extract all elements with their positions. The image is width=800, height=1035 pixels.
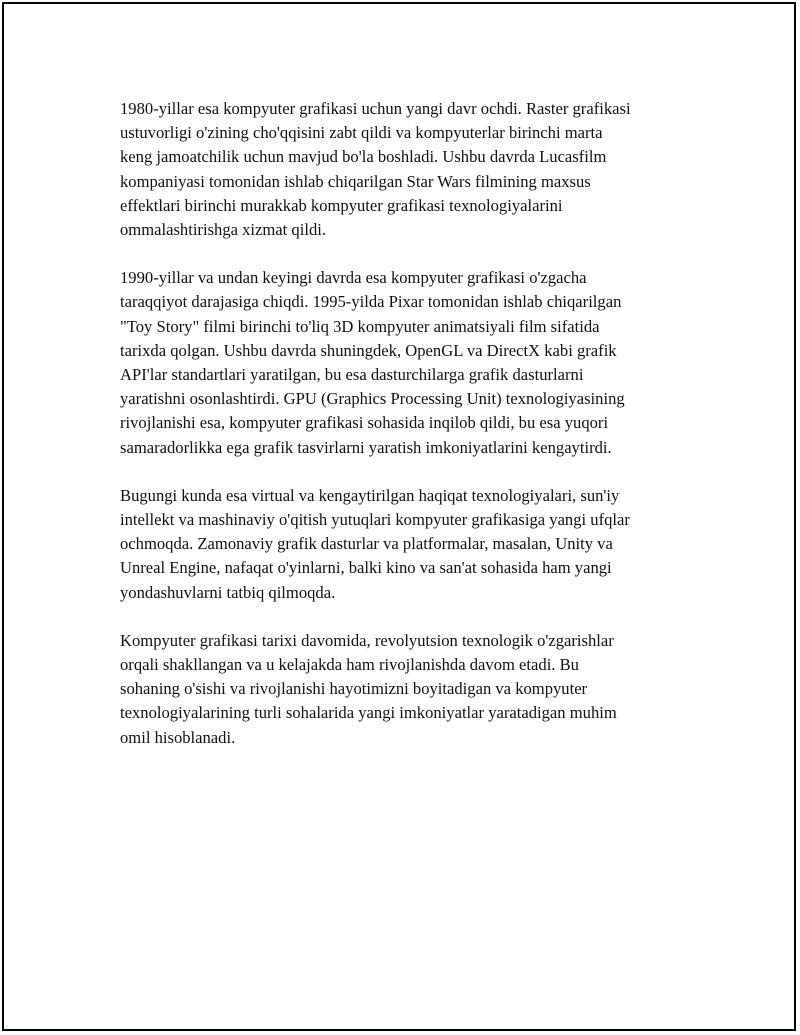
paragraph-line: Bugungi kunda esa virtual va kengaytirilgan haqiqat texnologiyalari, sun'iy [120,485,620,505]
paragraph-4 [120,629,700,750]
paragraph-line: texnologiyalarining turli sohalarida yangi imkoniyatlar yaratadigan muhim [120,703,617,723]
paragraph-line: samaradorlikka ega grafik tasvirlarni yaratish imkoniyatlarini kengaytirdi. [120,437,612,457]
paragraph-line: orqali shakllangan va u kelajakda ham rivojlanishda davom etadi. Bu [120,655,579,675]
paragraph-line: Unreal Engine, nafaqat o'yinlarni, balki kino va san'at sohasida ham yangi [120,558,612,578]
paragraph-line: yaratishni osonlashtirdi. GPU (Graphics Processing Unit) texnologiyasining [120,389,625,409]
paragraph-line: kompaniyasi tomonidan ishlab chiqarilgan Star Wars filmining maxsus [120,171,591,191]
paragraph-line: Kompyuter grafikasi tarixi davomida, revolyutsion texnologik o'zgarishlar [120,630,614,650]
paragraph-line: omil hisoblanadi. [120,727,236,747]
paragraph-line: API'lar standartlari yaratilgan, bu esa dasturchilarga grafik dasturlarni [120,365,584,385]
document-page [2,2,796,1031]
paragraph-line: ustuvorligi o'zining cho'qqisini zabt qildi va kompyuterlar birinchi marta [120,123,603,143]
paragraph-line: intellekt va mashinaviy o'qitish yutuqlari kompyuter grafikasiga yangi ufqlar [120,510,630,530]
paragraph-line: keng jamoatchilik uchun mavjud bo'la boshladi. Ushbu davrda Lucasfilm [120,147,607,167]
paragraph-line: taraqqiyot darajasiga chiqdi. 1995-yilda Pixar tomonidan ishlab chiqarilgan [120,292,622,312]
paragraph-line: yondashuvlarni tatbiq qilmoqda. [120,582,336,602]
paragraph-line: ochmoqda. Zamonaviy grafik dasturlar va platformalar, masalan, Unity va [120,534,613,554]
paragraph-line: rivojlanishi esa, kompyuter grafikasi sohasida inqilob qildi, bu esa yuqori [120,413,609,433]
paragraph-line: effektlari birinchi murakkab kompyuter grafikasi texnologiyalarini [120,195,563,215]
paragraph-line: sohaning o'sishi va rivojlanishi hayotimizni boyitadigan va kompyuter [120,679,588,699]
document-body [120,97,700,774]
paragraph-2 [120,266,700,460]
paragraph-1 [120,97,700,242]
paragraph-line: 1990-yillar va undan keyingi davrda esa kompyuter grafikasi o'zgacha [120,268,587,288]
paragraph-line: 1980-yillar esa kompyuter grafikasi uchun yangi davr ochdi. Raster grafikasi [120,99,631,118]
paragraph-line: ommalashtirishga xizmat qildi. [120,220,327,240]
paragraph-line: tarixda qolgan. Ushbu davrda shuningdek, OpenGL va DirectX kabi grafik [120,340,617,360]
paragraph-3 [120,484,700,605]
paragraph-line: "Toy Story" filmi birinchi to'liq 3D kompyuter animatsiyali film sifatida [120,316,600,336]
